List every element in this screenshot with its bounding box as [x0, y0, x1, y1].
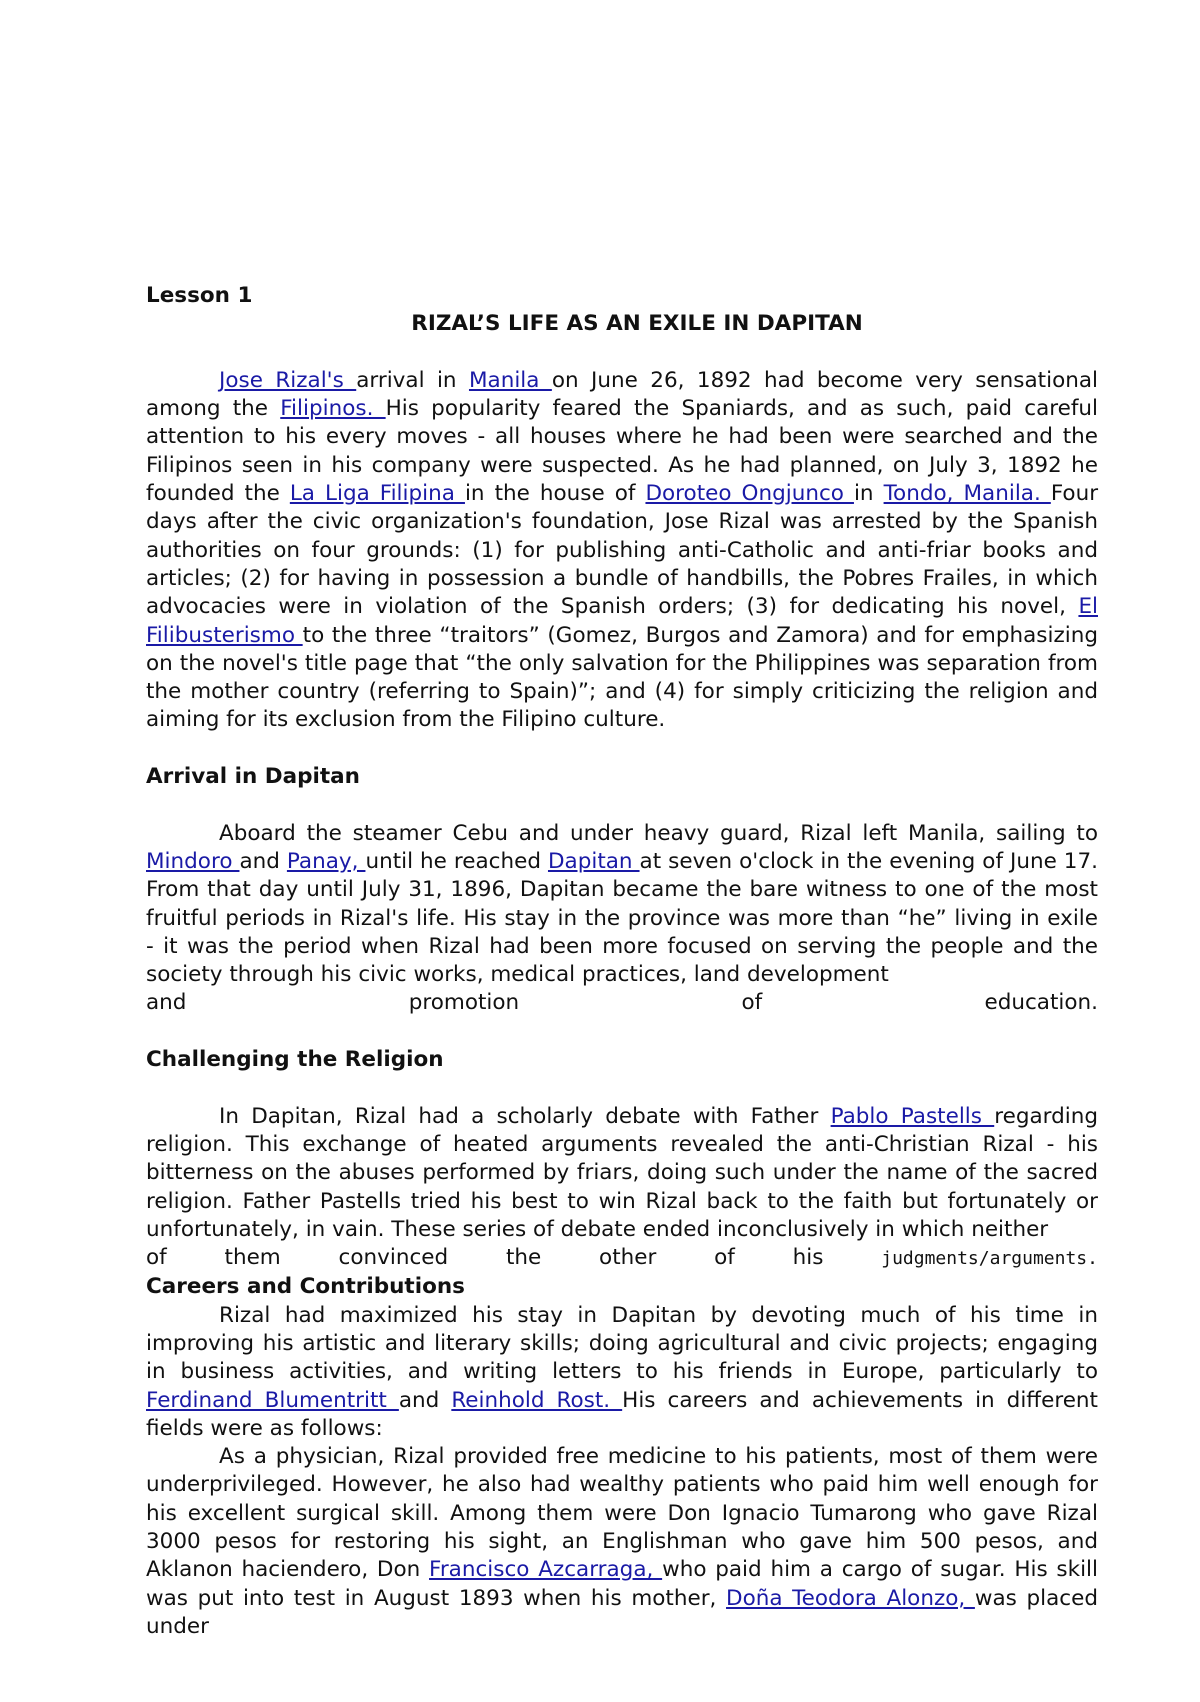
link-pablo-pastells[interactable]: Pablo Pastells — [830, 1103, 995, 1129]
page-title: RIZAL’S LIFE AS AN EXILE IN DAPITAN — [411, 311, 863, 337]
link-ferdinand-blumentritt[interactable]: Ferdinand Blumentritt — [146, 1387, 399, 1413]
arrival-paragraph: Aboard the steamer Cebu and under heavy guard, Rizal left Manila, sailing to Mindoro and Panay, until he reached Dapitan at seven o'clock in the evening of June 17. From that day until July 31, 1896, Dapitan became the bare witness to one of the most fruitful periods in Rizal's life. His stay in the province was more than “he” living in exile - it was the period when Rizal had been more focused on serving the people and the society through his civic works, medical practices, land development — [146, 820, 1098, 988]
link-manila[interactable]: Manila — [468, 367, 552, 393]
link-mindoro[interactable]: Mindoro — [146, 848, 240, 874]
heading-careers: Careers and Contributions — [146, 1274, 465, 1300]
careers-paragraph: Rizal had maximized his stay in Dapitan by devoting much of his time in improving his artistic and literary skills; doing agricultural and civic projects; engaging in business activities, and writing letters to his friends in Europe, particularly to Ferdinand Blumentritt and Reinhold Rost. His careers and achievements in different fields were as follows: — [146, 1302, 1098, 1441]
judgments-text: judgments/arguments. — [881, 1248, 1098, 1270]
link-jose-rizal[interactable]: Jose Rizal's — [219, 367, 357, 393]
religion-paragraph: In Dapitan, Rizal had a scholarly debate with Father Pablo Pastells regarding religion. This exchange of heated arguments revealed the anti-Christian Rizal - his bitterness on the abuses performed by friars, doing such under the name of the sacred religion. Father Pastells tried his best to win Rizal back to the faith but fortunately or unfortunately, in vain. These series of debate ended inconclusively in which neither — [146, 1103, 1098, 1242]
intro-paragraph: Jose Rizal's arrival in Manila on June 26, 1892 had become very sensational among the Filipinos. His popularity feared the Spaniards, and as such, paid careful attention to his every moves - all houses where he had been were searched and the Filipinos seen in his company were suspected. As he had planned, on July 3, 1892 he founded the La Liga Filipina in the house of Doroteo Ongjunco in Tondo, Manila. Four days after the civic organization's foundation, Jose Rizal was arrested by the Spanish authorities on four grounds: (1) for publishing anti-Catholic and anti-friar books and articles; (2) for having in possession a bundle of handbills, the Pobres Frailes, in which advocacies were in violation of the Spanish orders; (3) for dedicating his novel, El Filibusterismo to the three “traitors” (Gomez, Burgos and Zamora) and for emphasizing on the novel's title page that “the only salvation for the Philippines was separation from the mother country (referring to Spain)”; and (4) for simply criticizing the religion and aiming for its exclusion from the Filipino culture. — [146, 367, 1099, 733]
link-filipinos[interactable]: Filipinos. — [280, 396, 386, 422]
document-body — [146, 282, 1098, 1641]
heading-religion: Challenging the Religion — [146, 1047, 444, 1073]
lesson-label: Lesson 1 — [146, 283, 253, 308]
link-dapitan[interactable]: Dapitan — [547, 848, 640, 874]
heading-arrival: Arrival in Dapitan — [146, 764, 360, 790]
link-dona-teodora-alonzo[interactable]: Doña Teodora Alonzo, — [726, 1585, 975, 1611]
link-reinhold-rost[interactable]: Reinhold Rost. — [451, 1387, 623, 1413]
religion-last-line: of them convinced the other of his judgments/arguments. — [146, 1245, 1098, 1271]
link-doroteo-ongjunco[interactable]: Doroteo Ongjunco — [645, 481, 854, 507]
link-francisco-azcarraga[interactable]: Francisco Azcarraga, — [429, 1557, 663, 1583]
link-panay[interactable]: Panay, — [286, 848, 366, 874]
link-tondo-manila[interactable]: Tondo, Manila. — [883, 481, 1051, 507]
link-el-filibusterismo[interactable]: El Filibusterismo — [146, 594, 1098, 648]
physician-paragraph: As a physician, Rizal provided free medicine to his patients, most of them were underprivileged. However, he also had wealthy patients who paid him well enough for his excellent surgical skill. Among them were Don Ignacio Tumarong who gave Rizal 3000 pesos for restoring his sight, an Englishman who gave him 500 pesos, and Aklanon haciendero, Don Francisco Azcarraga, who paid him a cargo of sugar. His skill was put into test in August 1893 when his mother, Doña Teodora Alonzo, was placed under — [146, 1444, 1098, 1639]
arrival-last-line: and promotion of education. — [146, 990, 1098, 1016]
link-la-liga-filipina[interactable]: La Liga Filipina — [289, 481, 465, 507]
